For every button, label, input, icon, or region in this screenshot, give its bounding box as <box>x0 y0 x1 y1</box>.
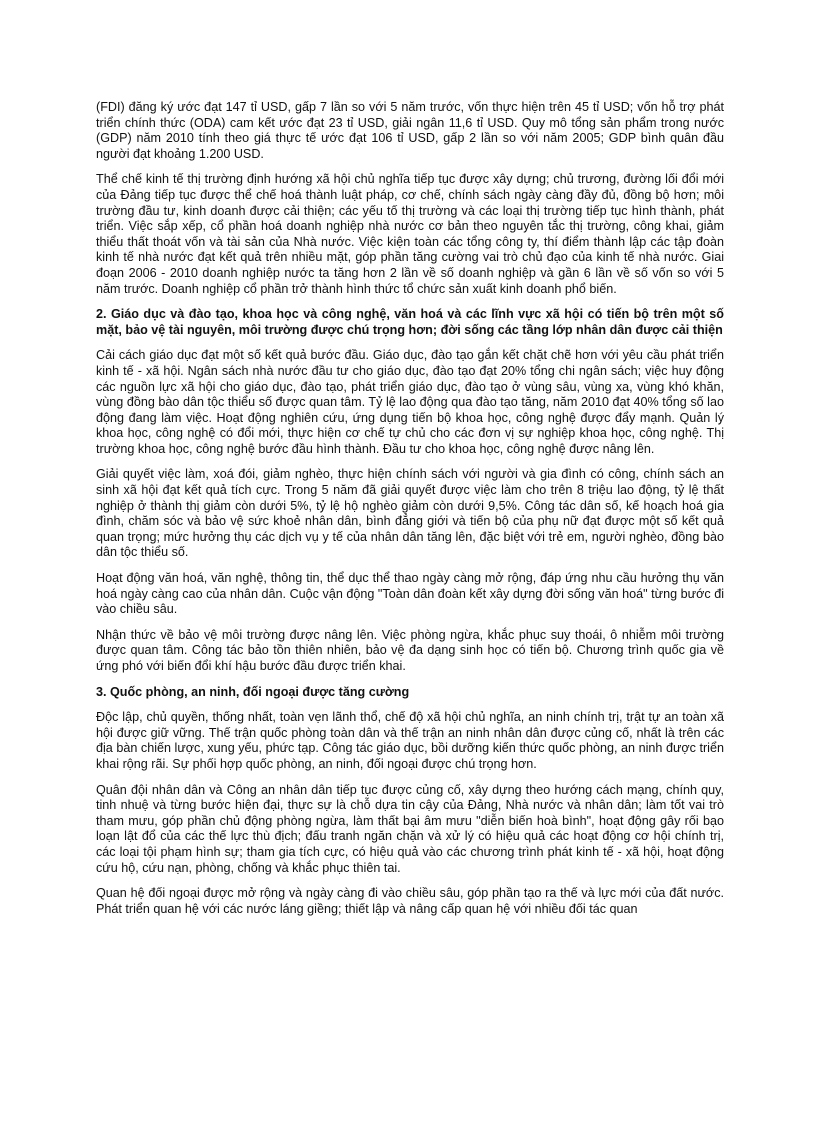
paragraph-environment: Nhận thức về bảo vệ môi trường được nâng lên. Việc phòng ngừa, khắc phục suy thoái, ô nhiễm môi trường được quan tâm. Công tác bảo tồn thiên nhiên, bảo vệ đa dạng sinh học có tiến bộ. Chương trình quốc gia về ứng phó với biến đổi khí hậu bước đầu được triển khai. <box>96 627 724 673</box>
section-heading-3: 3. Quốc phòng, an ninh, đối ngoại được tăng cường <box>96 684 410 699</box>
paragraph-education-reform: Cải cách giáo dục đạt một số kết quả bước đầu. Giáo dục, đào tạo gắn kết chặt chẽ hơn với yêu cầu phát triển kinh tế - xã hội. Ngân sách nhà nước đầu tư cho giáo dục, đào tạo đạt 20% tổng chi ngân sách; việc huy động các nguồn lực xã hội cho giáo dục, đào tạo, phát triển giáo dục, đào tạo ở vùng sâu, vùng xa, vùng khó khăn, vùng đồng bào dân tộc thiểu số được quan tâm. Tỷ lệ lao động qua đào tạo tăng, năm 2010 đạt 40% tổng số lao động đang làm việc. Hoạt động nghiên cứu, ứng dụng tiến bộ khoa học, công nghệ được đẩy mạnh. Quản lý khoa học, công nghệ có đổi mới, thực hiện cơ chế tự chủ cho các đơn vị sự nghiệp khoa học, công nghệ. Thị trường khoa học, công nghệ bước đầu hình thành. Đầu tư cho khoa học, công nghệ được nâng lên. <box>96 348 724 456</box>
paragraph-employment-welfare: Giải quyết việc làm, xoá đói, giảm nghèo, thực hiện chính sách với người và gia đình có công, chính sách an sinh xã hội đạt kết quả tích cực. Trong 5 năm đã giải quyết được việc làm cho trên 8 triệu lao động, tỷ lệ thất nghiệp ở thành thị giảm còn dưới 5%, tỷ lệ hộ nghèo giảm còn dưới 9,5%. Công tác dân số, kế hoạch hoá gia đình, chăm sóc và bảo vệ sức khoẻ nhân dân, bình đẳng giới và tiến bộ của phụ nữ đạt được một số kết quả quan trọng; mức hưởng thụ các dịch vụ y tế của nhân dân tăng lên, đặc biệt với trẻ em, người nghèo, đồng bào dân tộc thiểu số. <box>96 467 724 560</box>
paragraph-culture: Hoạt động văn hoá, văn nghệ, thông tin, thể dục thể thao ngày càng mở rộng, đáp ứng nhu cầu hưởng thụ văn hoá ngày càng cao của nhân dân. Cuộc vận động "Toàn dân đoàn kết xây dựng đời sống văn hoá" từng bước đi vào chiều sâu. <box>96 571 724 617</box>
paragraph-foreign-relations: Quan hệ đối ngoại được mở rộng và ngày càng đi vào chiều sâu, góp phần tạo ra thế và lực mới của đất nước. Phát triển quan hệ với các nước láng giềng; thiết lập và nâng cấp quan hệ với nhiều đối tác quan <box>96 886 724 916</box>
section-heading-2: 2. Giáo dục và đào tạo, khoa học và công nghệ, văn hoá và các lĩnh vực xã hội có tiến bộ trên một số mặt, bảo vệ tài nguyên, môi trường được chú trọng hơn; đời sống các tầng lớp nhân dân được cải thiện <box>96 307 724 337</box>
document-page <box>96 100 724 927</box>
paragraph-market-institutions: Thể chế kinh tế thị trường định hướng xã hội chủ nghĩa tiếp tục được xây dựng; chủ trương, đường lối đổi mới của Đảng tiếp tục được thể chế hoá thành luật pháp, cơ chế, chính sách ngày càng đầy đủ, đồng bộ hơn; môi trường đầu tư, kinh doanh được cải thiện; các yếu tố thị trường và các loại thị trường tiếp tục hình thành, phát triển. Việc sắp xếp, cổ phần hoá doanh nghiệp nhà nước cơ bản theo nguyên tắc thị trường, công khai, giảm thiểu thất thoát vốn và tài sản của Nhà nước. Việc kiện toàn các tổng công ty, thí điểm thành lập các tập đoàn kinh tế nhà nước đạt kết quả trên nhiều mặt, góp phần tăng cường vai trò chủ đạo của kinh tế nhà nước. Giai đoạn 2006 - 2010 doanh nghiệp nước ta tăng hơn 2 lần về số doanh nghiệp và gần 6 lần về số vốn so với 5 năm trước. Doanh nghiệp cổ phần trở thành hình thức tổ chức sản xuất kinh doanh phổ biến. <box>96 172 724 296</box>
paragraph-sovereignty-security: Độc lập, chủ quyền, thống nhất, toàn vẹn lãnh thổ, chế độ xã hội chủ nghĩa, an ninh chính trị, trật tự an toàn xã hội được giữ vững. Thế trận quốc phòng toàn dân và thế trận an ninh nhân dân được củng cố, nhất là trên các địa bàn chiến lược, xung yếu, phức tạp. Công tác giáo dục, bồi dưỡng kiến thức quốc phòng, an ninh được triển khai rộng rãi. Sự phối hợp quốc phòng, an ninh, đối ngoại được chú trọng hơn. <box>96 710 724 771</box>
paragraph-armed-forces: Quân đội nhân dân và Công an nhân dân tiếp tục được củng cố, xây dựng theo hướng cách mạng, chính quy, tinh nhuệ và từng bước hiện đại, thực sự là chỗ dựa tin cậy của Đảng, Nhà nước và nhân dân; làm tốt vai trò tham mưu, góp phần chủ động phòng ngừa, làm thất bại âm mưu "diễn biến hoà bình", hoạt động gây rối bạo loạn lật đổ của các thế lực thù địch; đấu tranh ngăn chặn và xử lý có hiệu quả các hoạt động cơ hội chính trị, các loại tội phạm hình sự; tham gia tích cực, có hiệu quả vào các chương trình phát kinh tế - xã hội, hoạt động cứu hộ, cứu nạn, phòng, chống và khắc phục thiên tai. <box>96 782 724 875</box>
paragraph-fdi-oda-gdp: (FDI) đăng ký ước đạt 147 tỉ USD, gấp 7 lần so với 5 năm trước, vốn thực hiện trên 45 tỉ USD; vốn hỗ trợ phát triển chính thức (ODA) cam kết ước đạt 23 tỉ USD, giải ngân 11,6 tỉ USD. Quy mô tổng sản phẩm trong nước (GDP) năm 2010 tính theo giá thực tế ước đạt 106 tỉ USD, gấp 2 lần so với năm 2005; GDP bình quân đầu người đạt khoảng 1.200 USD. <box>96 100 724 161</box>
